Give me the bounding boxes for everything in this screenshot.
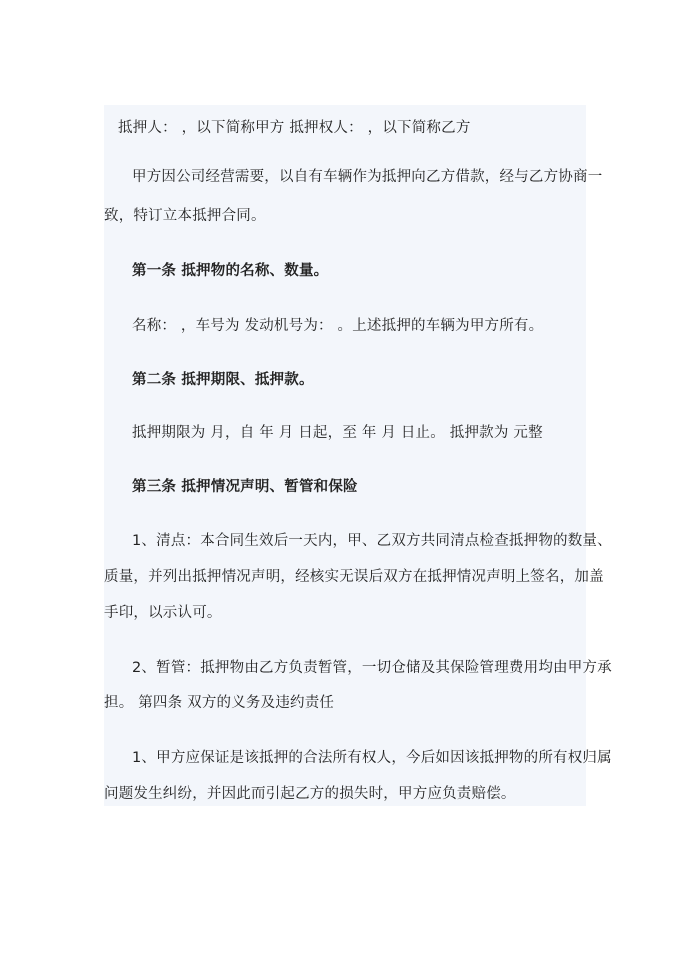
article-3-item-2-line-1: 2、暂管：抵押物由乙方负责暂管，一切仓储及其保险管理费用均由甲方承	[132, 660, 612, 676]
preamble-line-1: 甲方因公司经营需要，以自有车辆作为抵押向乙方借款，经与乙方协商一	[132, 169, 603, 185]
article-2-heading: 第二条 抵押期限、抵押款。	[132, 372, 314, 388]
article-4-item-1-line-2: 问题发生纠纷，并因此而引起乙方的损失时，甲方应负责赔偿。	[104, 786, 516, 802]
article-3-item-2-line-2: 担。 第四条 双方的义务及违约责任	[104, 695, 335, 711]
contract-text-block	[104, 105, 612, 806]
article-1-body: 名称： ，车号为 发动机号为： 。上述抵押的车辆为甲方所有。	[132, 318, 544, 334]
article-3-item-1-line-1: 1、清点：本合同生效后一天内，甲、乙双方共同清点检查抵押物的数量、	[132, 533, 612, 549]
preamble-line-2: 致，特订立本抵押合同。	[104, 208, 266, 224]
article-3-item-1-line-2: 质量，并列出抵押情况声明，经核实无误后双方在抵押情况声明上签名，加盖	[104, 569, 604, 585]
article-3-item-1-line-3: 手印，以示认可。	[104, 605, 222, 621]
article-1-heading: 第一条 抵押物的名称、数量。	[132, 263, 329, 279]
parties-line: 抵押人： ，以下简称甲方 抵押权人： ，以下简称乙方	[118, 120, 471, 136]
article-2-body: 抵押期限为 月，自 年 月 日起，至 年 月 日止。 抵押款为 元整	[132, 425, 543, 441]
article-4-item-1-line-1: 1、甲方应保证是该抵押的合法所有权人，今后如因该抵押物的所有权归属	[132, 750, 612, 766]
article-3-heading: 第三条 抵押情况声明、暂管和保险	[132, 479, 358, 495]
